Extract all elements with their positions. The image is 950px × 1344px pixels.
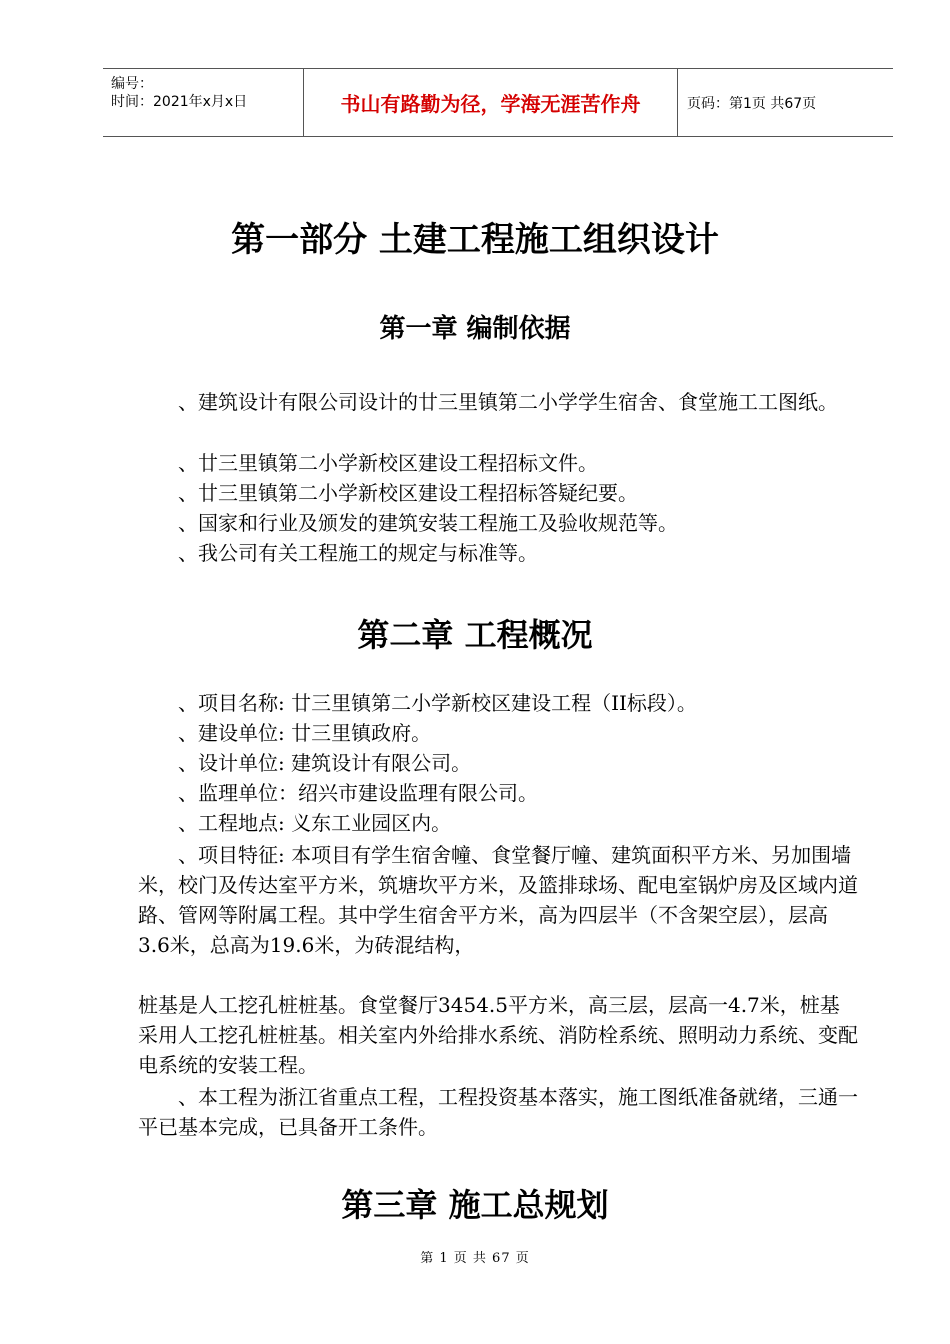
chapter1-para-3: 、廿三里镇第二小学新校区建设工程招标答疑纪要。 <box>178 481 638 505</box>
chapter1-para-2: 、廿三里镇第二小学新校区建设工程招标文件。 <box>178 451 598 475</box>
chapter2-para-7: 桩基是人工挖孔桩桩基。食堂餐厅3454.5平方米，高三层，层高一4.7米，桩基采用人工挖孔桩桩基。相关室内外给排水系统、消防栓系统、照明动力系统、变配电系统的安装工程。 <box>138 993 858 1077</box>
number-label: 编号： <box>111 76 153 92</box>
chapter3-title: 第三章 施工总规划 <box>341 1186 609 1224</box>
chapter2-para-3: 、设计单位: 建筑设计有限公司。 <box>178 751 472 775</box>
header-meta <box>103 69 304 136</box>
part-title: 第一部分 土建工程施工组织设计 <box>231 220 719 260</box>
header-page-info: 页码：第1页 共67页 <box>687 95 817 112</box>
chapter2-para-8: 、本工程为浙江省重点工程，工程投资基本落实，施工图纸准备就绪，三通一平已基本完成，已具备开工条件。 <box>138 1085 858 1139</box>
chapter1-title: 第一章 编制依据 <box>379 314 571 344</box>
chapter1-para-1: 、建筑设计有限公司设计的廿三里镇第二小学学生宿舍、食堂施工工图纸。 <box>178 390 838 414</box>
chapter1-para-4: 、国家和行业及颁发的建筑安装工程施工及验收规范等。 <box>178 511 678 535</box>
page-header <box>103 68 893 137</box>
page-footer: 第 1 页 共 67 页 <box>420 1251 530 1266</box>
time-label: 时间：2021年x月x日 <box>111 94 248 110</box>
chapter2-para-4: 、监理单位：绍兴市建设监理有限公司。 <box>178 781 538 805</box>
chapter2-title: 第二章 工程概况 <box>357 616 593 654</box>
chapter2-para-1: 、项目名称: 廿三里镇第二小学新校区建设工程（II标段）。 <box>178 691 697 715</box>
header-motto: 书山有路勤为径，学海无涯苦作舟 <box>304 69 678 136</box>
chapter2-para-5: 、工程地点: 义东工业园区内。 <box>178 811 452 835</box>
chapter1-para-5: 、我公司有关工程施工的规定与标准等。 <box>178 541 538 565</box>
chapter2-para-6: 、项目特征: 本项目有学生宿舍幢、食堂餐厅幢、建筑面积平方米、另加围墙米，校门及传达室平方米，筑塘坎平方米，及篮排球场、配电室锅炉房及区域内道路、管网等附属工程。其中学生宿舍平方米，高为四层半（不含架空层），层高3.6米，总高为19.6米，为砖混结构， <box>138 843 858 957</box>
chapter2-para-2: 、建设单位: 廿三里镇政府。 <box>178 721 432 745</box>
